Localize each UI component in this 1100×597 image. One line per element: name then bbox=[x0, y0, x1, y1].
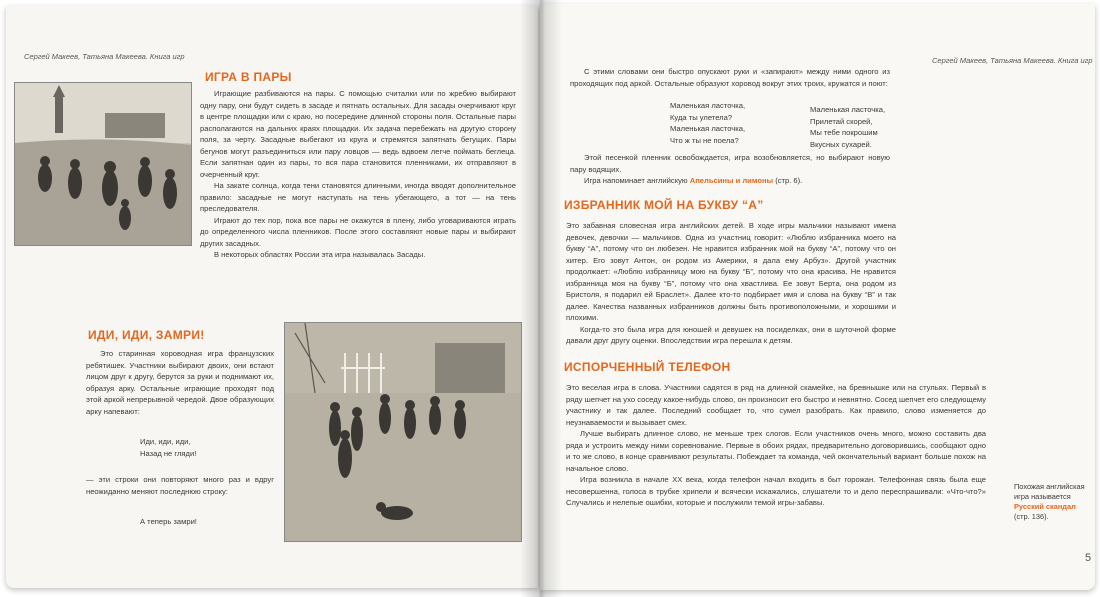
page-number: 5 bbox=[1085, 552, 1092, 564]
running-head-left: Сергей Макеев, Татьяна Макеева. Книга игр bbox=[24, 52, 185, 61]
verse-line: Вкусных сухарей. bbox=[810, 139, 872, 149]
paragraph: Играющие разбиваются на пары. С помощью считалки или по жребию выбирают одну пару, они будут сидеть в засаде и пятнать остальных. Для засады очерчивают круг в центре площадки или с краю, но посередине длинной стороны поля. Остальные пары располагаются на дальних краях площадки. Их задача перебежать на другую сторону поля, за черту. Засадные выбегают из круга и стремятся запятнать бегущих. Пары бегунов могут разъединиться или пару ловцов — ведь вдвоем легче поймать беглеца. Если запятнан один из пары, то вся пара становится пленниками, их отправляют в очерченный круг. bbox=[200, 89, 516, 179]
verse-line: Маленькая ласточка, bbox=[670, 101, 746, 110]
verse-right-column bbox=[810, 104, 885, 150]
illustration-round-dance bbox=[284, 322, 522, 542]
paragraph: На закате солнца, когда тени становятся длинными, иногда вводят дополнительное правило: засадные не могут наступать на тень убегающего, а тот — на тень преследователя. bbox=[200, 181, 516, 213]
section-title-go-freeze: ИДИ, ИДИ, ЗАМРИ! bbox=[88, 328, 205, 342]
paragraph: Это забавная словесная игра английских детей. В ходе игры мальчики называют имена девочек, девочки — мальчиков. Одна из участниц говорит: «Люблю избранника моего на букву “А”, потому что он любезен. Не нравится избранник мой на букву “А”, потому что он хитер. Его зовут Антон, он родом из Америки, я дала ему Арбуз». Другой участник продолжает: «Люблю избранницу мою на букву “Б”, потому что она красива. Не нравится избранница моя на букву “Б”, потому что она хвастлива. Ее зовут Берта, она родом из Бристоля, я подарил ей Браслет». Далее кто-то подбирает имя и слова на букву “В” и так далее. Качества названных избранников должны быть противоположными, и хорошими и плохими. bbox=[566, 221, 896, 322]
paragraph: Это старинная хороводная игра французских ребятишек. Участники выбирают двоих, они встают лицом друг к другу, берутся за руки и поднимают их, образуя арку. Остальные играющие проходят под этой аркой непрерывной чередой. Двое образующих арку напевают: bbox=[86, 349, 274, 416]
verse-line: Маленькая ласточка, bbox=[810, 105, 886, 114]
section-title-pairs: ИГРА В ПАРЫ bbox=[205, 70, 292, 84]
paragraph: Этой песенкой пленник освобождается, игра возобновляется, но выбирают новую пару водящих. bbox=[570, 153, 890, 174]
verse-line: Что ж ты не поела? bbox=[670, 135, 739, 145]
text: (стр. 6). bbox=[773, 176, 803, 185]
paragraph: Это веселая игра в слова. Участники садятся в ряд на длинной скамейке, на бревнышке или на стульях. Первый в ряду шепчет на ухо соседу какое-нибудь слово, он произносит его быстро и невнятно. Сосед шепчет его следующему участнику и так далее. Последний сообщает то, что сумел разобрать. Как правило, слово изменяется до неузнаваемости и вызывает смех. bbox=[566, 383, 986, 427]
right-intro bbox=[570, 66, 890, 89]
illustration-boys-running bbox=[14, 82, 192, 246]
side-note-line: Похожая английская bbox=[1014, 482, 1085, 491]
side-note-line: игра называется bbox=[1014, 492, 1071, 501]
paragraph: Игра возникла в начале XX века, когда телефон начал входить в быт горожан. Телефонная связь была еще несовершенна, голоса в трубке хрипели и всячески искажались, слушатели то и дело переспрашивали: «Что-что?» Случались и нелепые ошибки, которые и послужили темой игры-забавы. bbox=[566, 475, 986, 507]
book-gutter bbox=[520, 0, 562, 597]
verse-line: Мы тебе покрошим bbox=[810, 128, 878, 137]
verse-go-freeze bbox=[140, 436, 196, 459]
paragraph: Когда-то это была игра для юношей и девушек на посиделках, они в шуточной форме давали друг другу оценки. Впоследствии игра перешла к детям. bbox=[566, 324, 896, 345]
side-note-line: (стр. 136). bbox=[1014, 512, 1049, 521]
cross-reference-link[interactable]: Апельсины и лимоны bbox=[689, 176, 774, 185]
section-title-chosen-one: ИЗБРАННИК МОЙ НА БУКВУ “А” bbox=[564, 198, 764, 212]
section-body-go-freeze bbox=[86, 348, 274, 417]
verse-line: Назад не гляди! bbox=[140, 448, 197, 458]
verse-left-column bbox=[670, 100, 745, 146]
text: Игра напоминает английскую bbox=[584, 176, 690, 185]
section-body-broken-phone bbox=[566, 382, 986, 509]
paragraph: Лучше выбирать длинное слово, не меньше трех слогов. Если участников очень много, можно составить два ряда и устроить между ними соревнование. Первые в обоих рядах, предварительно договорившись, сообщают одно и то же слово, в конце сравнивают результаты. Побеждает та команда, чей окончательный вариант больше похож на начальное слово. bbox=[566, 429, 986, 473]
paragraph: — эти строки они повторяют много раз и вдруг неожиданно меняют последнюю строку: bbox=[86, 475, 274, 496]
side-note bbox=[1014, 482, 1092, 522]
paragraph bbox=[570, 175, 890, 187]
verse-followup bbox=[86, 474, 274, 497]
verse-line: А теперь замри! bbox=[140, 517, 197, 526]
engraving-round-dance bbox=[285, 323, 521, 541]
section-body-chosen-one bbox=[566, 220, 896, 347]
paragraph: В некоторых областях России эта игра называлась Засады. bbox=[214, 250, 426, 259]
paragraph: Играют до тех пор, пока все пары не окажутся в плену, либо уговариваются играть до определенного числа пленников. После этого составляют новые пары и выбирают других засадных. bbox=[200, 215, 516, 248]
verse-line: Иди, иди, иди, bbox=[140, 437, 191, 446]
section-body-pairs bbox=[200, 88, 516, 261]
engraving-boys-playing bbox=[15, 83, 191, 245]
verse-line: Прилетай скорей, bbox=[810, 116, 873, 126]
verse-final bbox=[140, 516, 197, 528]
verse-line: Маленькая ласточка, bbox=[670, 124, 746, 133]
running-head-right: Сергей Макеев, Татьяна Макеева. Книга игр bbox=[932, 56, 1093, 65]
side-note-reference-link[interactable]: Русский скандал bbox=[1014, 502, 1076, 511]
paragraph: С этими словами они быстро опускают руки и «запирают» между ними одного из проходящих под аркой. Остальные образуют хоровод вокруг этих троих, кружатся и поют: bbox=[570, 67, 890, 88]
section-title-broken-phone: ИСПОРЧЕННЫЙ ТЕЛЕФОН bbox=[564, 360, 731, 374]
after-verse bbox=[570, 152, 890, 187]
verse-line: Куда ты улетела? bbox=[670, 112, 733, 122]
